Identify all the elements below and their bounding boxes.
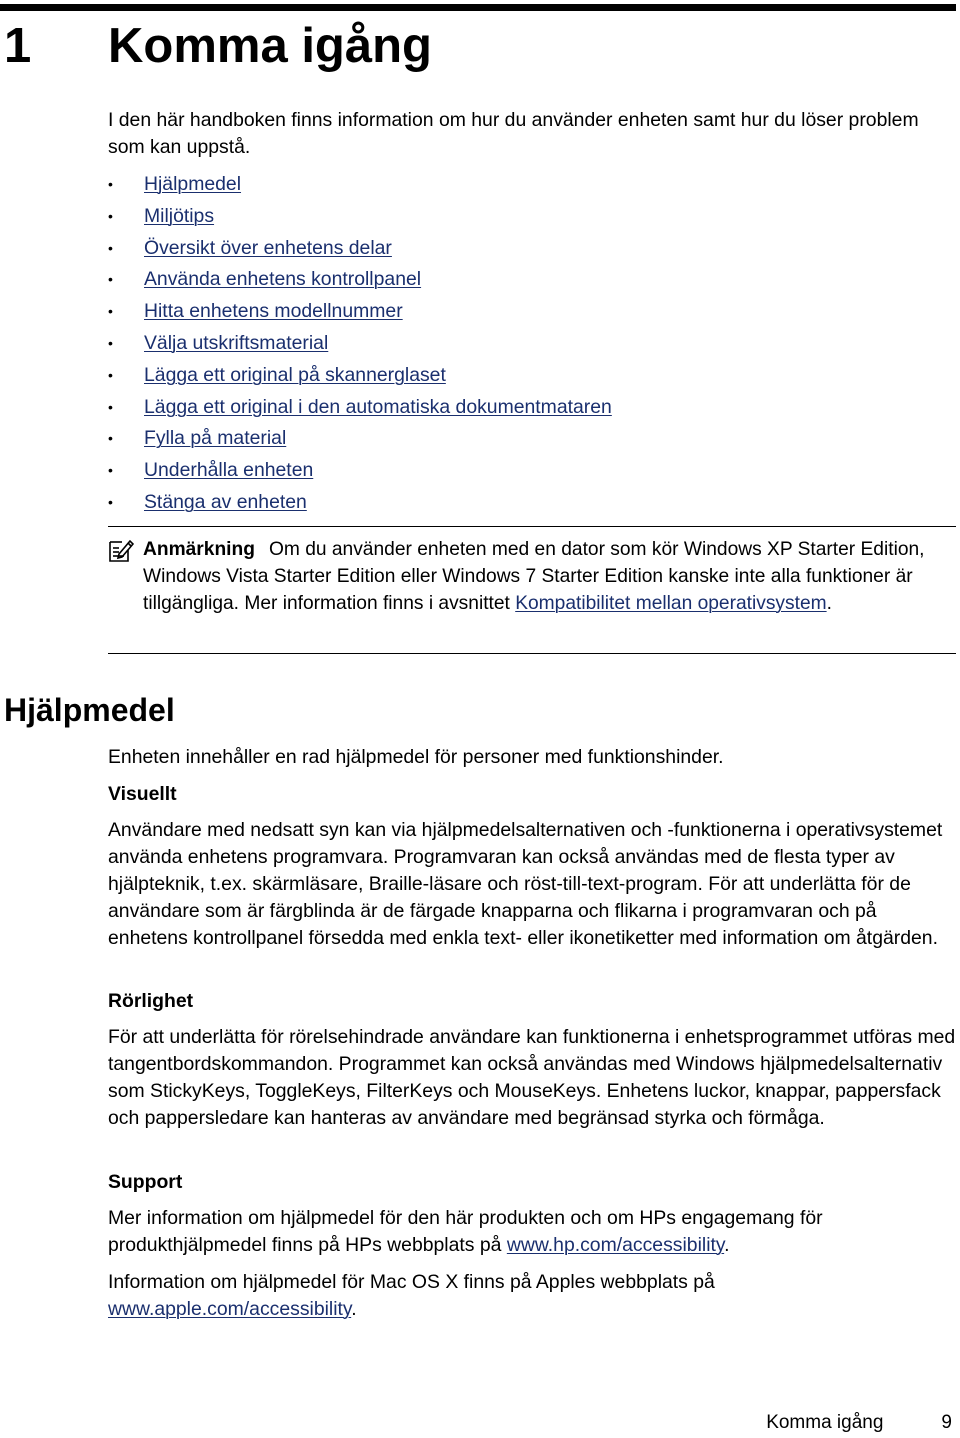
note-body: Om du använder enheten med en dator som kör Windows XP Starter Edition, Windows Vista Starter Edition eller Windows 7 Starter Edition kanske inte alla funktioner är tillgängliga. Mer information finns i avsnittet bbox=[143, 539, 925, 614]
top-rule bbox=[0, 4, 956, 11]
chapter-number: 1 bbox=[4, 19, 32, 73]
bullet-icon: • bbox=[108, 430, 113, 447]
visual-paragraph: Användare med nedsatt syn kan via hjälpmedelsalternativen och -funktionerna i operativsystemet använda enhetens programvara. Programvaran kan också användas med de flesta typer av hjälpteknik, t.ex. skärmläsare, Braille-läsare och röst-till-text-program. För att underlätta för de användare som är färgblinda är de färgade knapparna och flikarna i programvaran och på enhetens kontrollpanel försedda med enkla text- eller ikonetiketter med information om åtgärden. bbox=[108, 819, 943, 949]
footer-label: Komma igång bbox=[766, 1412, 884, 1433]
bullet-icon: • bbox=[108, 398, 113, 415]
toc-link-kontrollpanel[interactable]: Använda enhetens kontrollpanel bbox=[144, 268, 422, 291]
apple-accessibility-link[interactable]: www.apple.com/accessibility bbox=[108, 1298, 352, 1320]
toc-list bbox=[108, 169, 612, 519]
note-label: Anmärkning bbox=[143, 539, 255, 560]
note-box bbox=[108, 526, 956, 654]
toc-item bbox=[108, 392, 612, 424]
bullet-icon: • bbox=[108, 493, 113, 510]
toc-item bbox=[108, 169, 612, 201]
bullet-icon: • bbox=[108, 271, 113, 288]
note-pencil-icon bbox=[108, 537, 134, 563]
toc-item bbox=[108, 423, 612, 455]
section-title: Hjälpmedel bbox=[4, 692, 175, 728]
toc-link-oversikt[interactable]: Översikt över enhetens delar bbox=[144, 236, 392, 259]
page-number: 9 bbox=[941, 1412, 952, 1433]
toc-item bbox=[108, 264, 612, 296]
toc-link-skannerglaset[interactable]: Lägga ett original på skannerglaset bbox=[144, 363, 446, 386]
intro-paragraph: I den här handboken finns information om hur du använder enheten samt hur du löser problem som kan uppstå. bbox=[108, 109, 919, 158]
bullet-icon: • bbox=[108, 303, 113, 320]
toc-item bbox=[108, 201, 612, 233]
bullet-icon: • bbox=[108, 239, 113, 256]
toc-item bbox=[108, 233, 612, 265]
chapter-title bbox=[0, 14, 432, 78]
note-link-kompatibilitet[interactable]: Kompatibilitet mellan operativsystem bbox=[515, 593, 827, 614]
toc-link-modellnummer[interactable]: Hitta enhetens modellnummer bbox=[144, 300, 403, 323]
toc-link-miljotips[interactable]: Miljötips bbox=[144, 204, 215, 227]
toc-item bbox=[108, 296, 612, 328]
visual-heading: Visuellt bbox=[108, 783, 177, 805]
support-end: . bbox=[724, 1234, 730, 1256]
note-text bbox=[143, 536, 958, 617]
toc-item bbox=[108, 487, 612, 519]
mobility-heading: Rörlighet bbox=[108, 990, 194, 1012]
toc-item bbox=[108, 360, 612, 392]
toc-item bbox=[108, 328, 612, 360]
toc-link-hjalpmedel[interactable]: Hjälpmedel bbox=[144, 173, 242, 195]
page-footer bbox=[766, 1410, 952, 1436]
section-intro: Enheten innehåller en rad hjälpmedel för personer med funktionshinder. bbox=[108, 746, 724, 768]
support-paragraph bbox=[108, 1205, 958, 1259]
bullet-icon: • bbox=[108, 207, 113, 224]
mac-paragraph bbox=[108, 1269, 958, 1323]
toc-link-dokumentmataren[interactable]: Lägga ett original i den automatiska dokumentmataren bbox=[144, 395, 612, 418]
note-end: . bbox=[826, 593, 832, 614]
toc-link-utskriftsmaterial[interactable]: Välja utskriftsmaterial bbox=[144, 331, 329, 354]
bullet-icon: • bbox=[108, 366, 113, 383]
bullet-icon: • bbox=[108, 334, 113, 351]
mac-text: Information om hjälpmedel för Mac OS X finns på Apples webbplats på bbox=[108, 1271, 715, 1293]
mac-end: . bbox=[351, 1298, 357, 1320]
mobility-paragraph: För att underlätta för rörelsehindrade användare kan funktionerna i enhetsprogrammet utföras med tangentbordskommandon. Programmet kan också användas med Windows hjälpmedelsalternativ som StickyKeys, ToggleKeys, FilterKeys och MouseKeys. Enhetens luckor, knappar, pappersfack och pappersledare kan hanteras av användare med begränsad styrka och förmåga. bbox=[108, 1026, 956, 1129]
toc-link-stanga-av[interactable]: Stänga av enheten bbox=[144, 490, 307, 513]
support-heading: Support bbox=[108, 1171, 183, 1193]
hp-accessibility-link[interactable]: www.hp.com/accessibility bbox=[506, 1234, 725, 1256]
toc-link-fylla-pa[interactable]: Fylla på material bbox=[144, 427, 287, 450]
toc-link-underhalla[interactable]: Underhålla enheten bbox=[144, 459, 314, 482]
toc-item bbox=[108, 455, 612, 487]
chapter-title-text: Komma igång bbox=[108, 19, 432, 73]
support-text: Mer information om hjälpmedel för den här produkten och om HPs engagemang för produkthjälpmedel finns på HPs webbplats på bbox=[108, 1207, 823, 1256]
bullet-icon: • bbox=[108, 462, 113, 479]
bullet-icon: • bbox=[108, 176, 113, 192]
